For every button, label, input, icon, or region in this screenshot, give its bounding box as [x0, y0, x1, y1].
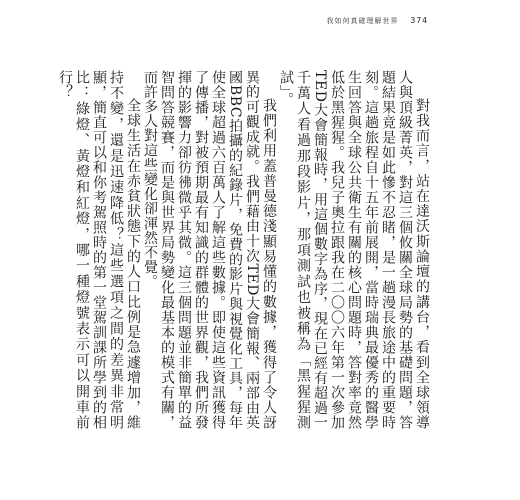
body-text	[57, 70, 430, 430]
paragraph-1: 對我而言，站在達沃斯論壇的講台，看到全球領導人與頂級菁英，對這三個攸關全球局勢的基礎問題，答題結果竟是如此慘不忍睹，是一趟漫長旅途中的重要時刻。這趟旅程自十五年前展開，當時瑞典最優秀的醫學生回答與全球公共衛生有關的核心問題時，答對率竟然低於黑猩猩。我兒子奧拉跟我在二〇〇六年第一次參加TED大會簡報時，用這個數字為序，現在已經有超過一千萬人看過那段影片，那項測試也被稱為「黑猩猩測試」。	[278, 70, 430, 430]
page-number: 374	[410, 16, 428, 25]
book-title: 我如何真確理解世界	[326, 17, 399, 25]
paragraph-2: 我們利用蓋普曼德淺顯易懂的數據，獲得了令人訝異的可觀成就。我們藉由十次TED大會簡報、兩部由英國BBC拍攝的紀錄片，免費的影片與視覺化工具，每年使全球超過六百萬人了解這些數據。即使這些資訊獲得了傳播，對被預期最有知識的群體的世界觀，我們所發揮的影響力卻彷彿微乎其微。這三個問題並非簡單的益智問答競賽，而是與世界局勢變化最基本的模式有關，而許多人對這些變化卻渾然不覺。	[142, 70, 277, 430]
paragraph-3: 全球生活在赤貧狀態下的人口比例是急遽增加，維持不變，還是迅速降低？這些選項之間的差異非常明顯，簡直可以和你考駕照時的第一堂駕訓課所學到的相比：綠燈、黃燈和紅燈，哪一種燈號表示可以開車前行？	[57, 70, 141, 430]
running-head	[327, 16, 428, 26]
